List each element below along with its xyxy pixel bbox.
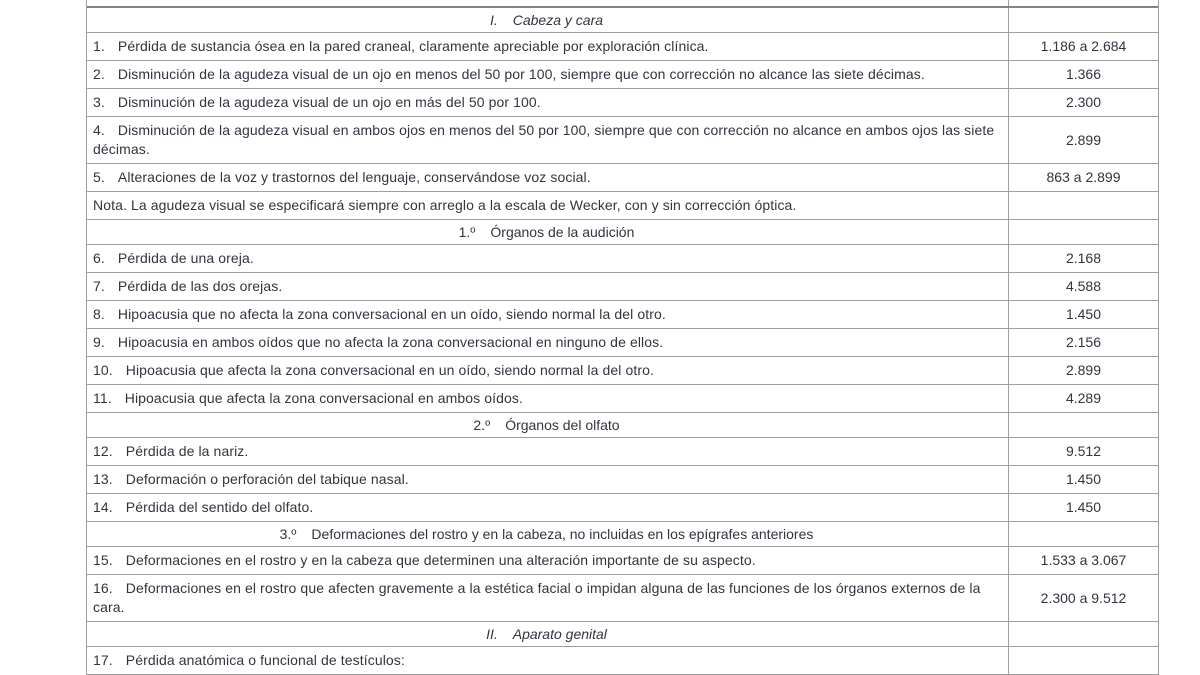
item-text-cell bbox=[87, 385, 1009, 412]
item-value: 2.156 bbox=[1065, 334, 1102, 350]
item-line bbox=[93, 498, 1000, 517]
item-value: 863 a 2.899 bbox=[1046, 169, 1121, 185]
section-header-cell bbox=[87, 622, 1009, 646]
item-value-cell bbox=[1009, 575, 1158, 621]
item-value-cell bbox=[1009, 33, 1158, 60]
item-value: 2.168 bbox=[1065, 250, 1102, 266]
section-number: 1.º bbox=[458, 223, 476, 240]
item-line bbox=[93, 361, 1000, 380]
section-title: Cabeza y cara bbox=[512, 11, 604, 28]
item-line bbox=[93, 121, 1000, 159]
item-text: Pérdida de sustancia ósea en la pared craneal, claramente apreciable por exploración clínica. bbox=[117, 38, 709, 54]
section-header-line bbox=[459, 224, 635, 241]
item-value: 1.533 a 3.067 bbox=[1040, 552, 1127, 568]
table-row bbox=[87, 61, 1158, 89]
item-value-cell bbox=[1009, 385, 1158, 412]
section-value-cell bbox=[1009, 413, 1158, 437]
item-value-cell bbox=[1009, 647, 1158, 674]
item-text: Pérdida de una oreja. bbox=[117, 250, 254, 266]
item-line bbox=[93, 37, 1000, 56]
item-text: Hipoacusia en ambos oídos que no afecta la zona conversacional en ninguno de ellos. bbox=[117, 334, 664, 350]
item-number: 10. bbox=[93, 362, 113, 378]
item-value: 1.450 bbox=[1065, 471, 1102, 487]
item-value: 2.300 a 9.512 bbox=[1040, 589, 1127, 606]
item-number: 8. bbox=[93, 306, 105, 322]
item-number: 16. bbox=[93, 580, 113, 596]
item-value-cell bbox=[1009, 494, 1158, 521]
section-header-row bbox=[87, 220, 1158, 245]
item-line bbox=[93, 249, 1000, 268]
section-header-cell bbox=[87, 220, 1009, 244]
item-value-cell bbox=[1009, 89, 1158, 116]
section-header-cell bbox=[87, 8, 1009, 32]
item-number: 6. bbox=[93, 250, 105, 266]
item-text-cell bbox=[87, 273, 1009, 300]
section-header-line bbox=[486, 626, 607, 643]
item-number: 3. bbox=[93, 94, 105, 110]
item-line bbox=[93, 333, 1000, 352]
table-row bbox=[87, 117, 1158, 164]
item-text: Deformaciones en el rostro y en la cabeza que determinen una alteración importante de su aspecto. bbox=[125, 552, 756, 568]
section-header-cell bbox=[87, 413, 1009, 437]
item-number: 15. bbox=[93, 552, 113, 568]
item-value: 1.450 bbox=[1065, 499, 1102, 515]
table-row bbox=[87, 329, 1158, 357]
item-value-cell bbox=[1009, 273, 1158, 300]
item-line bbox=[93, 168, 1000, 187]
section-header-row bbox=[87, 8, 1158, 33]
item-text: Deformación o perforación del tabique nasal. bbox=[125, 471, 409, 487]
item-number: 13. bbox=[93, 471, 113, 487]
item-text: Deformaciones en el rostro que afecten gravemente a la estética facial o impidan alguna de las funciones de los órganos externos de la cara. bbox=[93, 580, 981, 615]
item-value: 1.186 a 2.684 bbox=[1040, 38, 1127, 54]
item-line bbox=[93, 551, 1000, 570]
item-text: Alteraciones de la voz y trastornos del lenguaje, conservándose voz social. bbox=[117, 169, 591, 185]
item-number: 11. bbox=[93, 390, 112, 406]
item-number: 5. bbox=[93, 169, 105, 185]
section-header-cell bbox=[87, 522, 1009, 546]
rates-table bbox=[86, 0, 1159, 675]
item-text: Pérdida anatómica o funcional de testículos: bbox=[125, 652, 405, 668]
table-row bbox=[87, 89, 1158, 117]
item-text-cell bbox=[87, 245, 1009, 272]
item-text-cell bbox=[87, 301, 1009, 328]
note-value-cell bbox=[1009, 192, 1158, 219]
note-row bbox=[87, 192, 1158, 220]
table-row bbox=[87, 547, 1158, 575]
table-row bbox=[87, 494, 1158, 522]
item-line bbox=[93, 277, 1000, 296]
item-value-cell bbox=[1009, 61, 1158, 88]
table-row bbox=[87, 385, 1158, 413]
section-value-cell bbox=[1009, 522, 1158, 546]
item-text-cell bbox=[87, 164, 1009, 191]
item-line bbox=[93, 93, 1000, 112]
item-value: 1.366 bbox=[1065, 66, 1102, 82]
table-row bbox=[87, 438, 1158, 466]
item-number: 17. bbox=[93, 652, 113, 668]
table-row bbox=[87, 575, 1158, 622]
item-line bbox=[93, 470, 1000, 489]
item-value-cell bbox=[1009, 357, 1158, 384]
section-number: 3.º bbox=[279, 525, 297, 542]
note-text: Nota. La agudeza visual se especificará siempre con arreglo a la escala de Wecker, con y sin corrección óptica. bbox=[93, 197, 797, 213]
section-header-line bbox=[490, 12, 603, 29]
item-text: Disminución de la agudeza visual en ambos ojos en menos del 50 por 100, siempre que con corrección no alcance en ambos ojos las siete décimas. bbox=[93, 122, 995, 157]
item-text-cell bbox=[87, 89, 1009, 116]
table-row bbox=[87, 273, 1158, 301]
item-number: 14. bbox=[93, 499, 113, 515]
section-title: Órganos del olfato bbox=[505, 416, 620, 433]
spacer-text-cell bbox=[87, 0, 1009, 6]
item-text: Hipoacusia que no afecta la zona conversacional en un oído, siendo normal la del otro. bbox=[117, 306, 666, 322]
item-number: 4. bbox=[93, 122, 105, 138]
item-number: 1. bbox=[93, 38, 105, 54]
section-title: Aparato genital bbox=[512, 625, 607, 642]
section-value-cell bbox=[1009, 622, 1158, 646]
section-header-row bbox=[87, 413, 1158, 438]
section-title: Deformaciones del rostro y en la cabeza, no incluidas en los epígrafes anteriores bbox=[311, 525, 814, 542]
item-text: Disminución de la agudeza visual de un ojo en más del 50 por 100. bbox=[117, 94, 541, 110]
table-row bbox=[87, 301, 1158, 329]
section-value-cell bbox=[1009, 8, 1158, 32]
item-text: Pérdida de la nariz. bbox=[125, 443, 249, 459]
item-text-cell bbox=[87, 33, 1009, 60]
note-text-cell bbox=[87, 192, 1009, 219]
section-number: I. bbox=[489, 11, 498, 28]
section-title: Órganos de la audición bbox=[490, 223, 635, 240]
table-row bbox=[87, 245, 1158, 273]
table-row bbox=[87, 466, 1158, 494]
item-text-cell bbox=[87, 117, 1009, 163]
item-text: Pérdida del sentido del olfato. bbox=[125, 499, 314, 515]
item-text-cell bbox=[87, 466, 1009, 493]
item-number: 7. bbox=[93, 278, 105, 294]
table-row bbox=[87, 164, 1158, 192]
table-row bbox=[87, 357, 1158, 385]
item-text-cell bbox=[87, 438, 1009, 465]
item-line bbox=[93, 65, 1000, 84]
item-value-cell bbox=[1009, 547, 1158, 574]
spacer-value-cell bbox=[1009, 0, 1158, 6]
item-value: 9.512 bbox=[1065, 443, 1102, 459]
item-value: 2.899 bbox=[1065, 362, 1102, 378]
item-text-cell bbox=[87, 61, 1009, 88]
item-line bbox=[93, 305, 1000, 324]
item-value-cell bbox=[1009, 329, 1158, 356]
item-text-cell bbox=[87, 329, 1009, 356]
item-text: Hipoacusia que afecta la zona conversacional en un oído, siendo normal la del otro. bbox=[125, 362, 654, 378]
item-text: Hipoacusia que afecta la zona conversacional en ambos oídos. bbox=[124, 390, 523, 406]
section-header-line bbox=[473, 417, 619, 434]
item-text-cell bbox=[87, 647, 1009, 674]
item-value-cell bbox=[1009, 117, 1158, 163]
section-header-row bbox=[87, 522, 1158, 547]
item-number: 2. bbox=[93, 66, 105, 82]
item-value-cell bbox=[1009, 438, 1158, 465]
item-value: 2.300 bbox=[1065, 94, 1102, 110]
item-text-cell bbox=[87, 547, 1009, 574]
section-number: II. bbox=[486, 625, 498, 642]
item-value: 2.899 bbox=[1065, 131, 1102, 148]
item-text-cell bbox=[87, 494, 1009, 521]
section-header-row bbox=[87, 622, 1158, 647]
table-spacer-row bbox=[87, 0, 1158, 8]
table-row bbox=[87, 33, 1158, 61]
item-text-cell bbox=[87, 575, 1009, 621]
item-value-cell bbox=[1009, 164, 1158, 191]
item-text: Disminución de la agudeza visual de un ojo en menos del 50 por 100, siempre que con corrección no alcance las siete décimas. bbox=[117, 66, 925, 82]
table-row bbox=[87, 647, 1158, 675]
item-value-cell bbox=[1009, 245, 1158, 272]
item-value: 4.588 bbox=[1065, 278, 1102, 294]
item-value-cell bbox=[1009, 466, 1158, 493]
item-text: Pérdida de las dos orejas. bbox=[117, 278, 283, 294]
item-text-cell bbox=[87, 357, 1009, 384]
section-number: 2.º bbox=[473, 416, 491, 433]
item-line bbox=[93, 389, 1000, 408]
item-value: 1.450 bbox=[1065, 306, 1102, 322]
section-header-line bbox=[280, 526, 814, 543]
item-value: 4.289 bbox=[1065, 390, 1102, 406]
section-value-cell bbox=[1009, 220, 1158, 244]
item-number: 9. bbox=[93, 334, 105, 350]
item-number: 12. bbox=[93, 443, 113, 459]
item-line bbox=[93, 442, 1000, 461]
item-line bbox=[93, 651, 1000, 670]
item-line bbox=[93, 579, 1000, 617]
item-value-cell bbox=[1009, 301, 1158, 328]
